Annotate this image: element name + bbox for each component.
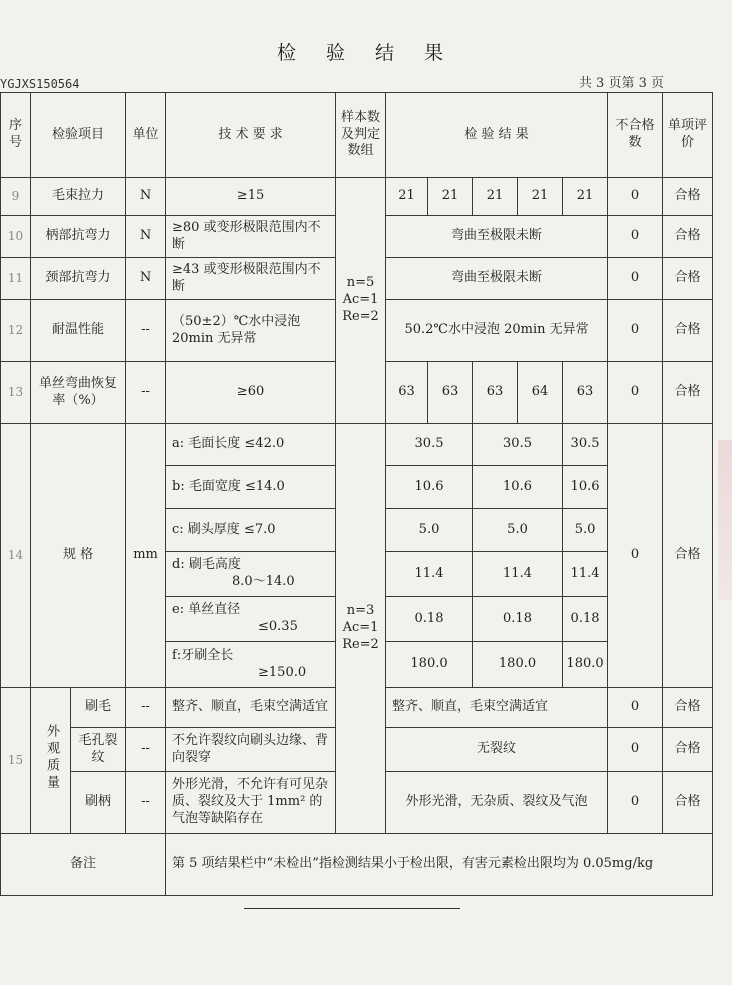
header-requirement: 技 术 要 求: [166, 93, 336, 178]
table-row: 11 颈部抗弯力 N ≥43 或变形极限范围内不断 弯曲至极限未断 0 合格: [1, 258, 713, 300]
table-row: 刷柄 -- 外形光滑，不允许有可见杂质、裂纹及大于 1mm² 的气泡等缺陷存在 外形光滑，无杂质、裂纹及气泡 0 合格: [1, 772, 713, 834]
table-row: 12 耐温性能 -- （50±2）℃水中浸泡 20min 无异常 50.2℃水中浸泡 20min 无异常 0 合格: [1, 300, 713, 362]
table-row: f:牙刷全长 ≥150.0 180.0 180.0 180.0: [1, 642, 713, 688]
header-item: 检验项目: [31, 93, 126, 178]
header-seq: 序号: [1, 93, 31, 178]
remarks-row: [1, 834, 713, 896]
header-fail-count: 不合格数: [608, 93, 663, 178]
header-evaluation: 单项评价: [663, 93, 713, 178]
table-row: d: 刷毛高度 8.0～14.0 11.4 11.4 11.4: [1, 552, 713, 597]
table-row: 15 外观质量 刷毛 -- 整齐、顺直，毛束空满适宜 整齐、顺直，毛束空满适宜 0 合格: [1, 688, 713, 728]
page-title: 检 验 结 果: [276, 42, 456, 64]
sample-group-2: n=3 Ac=1 Re=2: [336, 424, 386, 834]
header-result: 检 验 结 果: [386, 93, 608, 178]
document-number: YGJXS150564: [0, 77, 80, 91]
page-info: 共 3 页第 3 页: [578, 76, 664, 91]
remarks-text: 第 5 项结果栏中“未检出”指检测结果小于检出限，有害元素检出限均为 0.05mg/kg: [166, 834, 713, 896]
table-row: 10 柄部抗弯力 N ≥80 或变形极限范围内不断 弯曲至极限未断 0 合格: [1, 216, 713, 258]
remarks-label: 备注: [1, 834, 166, 896]
table-row: b: 毛面宽度 ≤14.0 10.6 10.6 10.6: [1, 466, 713, 509]
header-unit: 单位: [126, 93, 166, 178]
table-row: 毛孔裂纹 -- 不允许裂纹向刷头边缘、背向裂穿 无裂纹 0 合格: [1, 728, 713, 772]
footer-rule: [244, 908, 460, 909]
seal-stamp: [718, 440, 732, 600]
table-row: e: 单丝直径 ≤0.35 0.18 0.18 0.18: [1, 597, 713, 642]
table-row: 14 规 格 mm a: 毛面长度 ≤42.0 n=3 Ac=1 Re=2 30.5 30.5 30.5 0 合格: [1, 424, 713, 466]
table-row: c: 刷头厚度 ≤7.0 5.0 5.0 5.0: [1, 509, 713, 552]
table-header-row: [1, 93, 713, 178]
header-sample: 样本数及判定数组: [336, 93, 386, 178]
results-table: [0, 92, 713, 896]
table-row: 9 毛束拉力 N ≥15 n=5 Ac=1 Re=2 21 21 21 21 21 0 合格: [1, 178, 713, 216]
table-row: 13 单丝弯曲恢复率（%） -- ≥60 63 63 63 64 63 0 合格: [1, 362, 713, 424]
sample-group-1: n=5 Ac=1 Re=2: [336, 178, 386, 424]
